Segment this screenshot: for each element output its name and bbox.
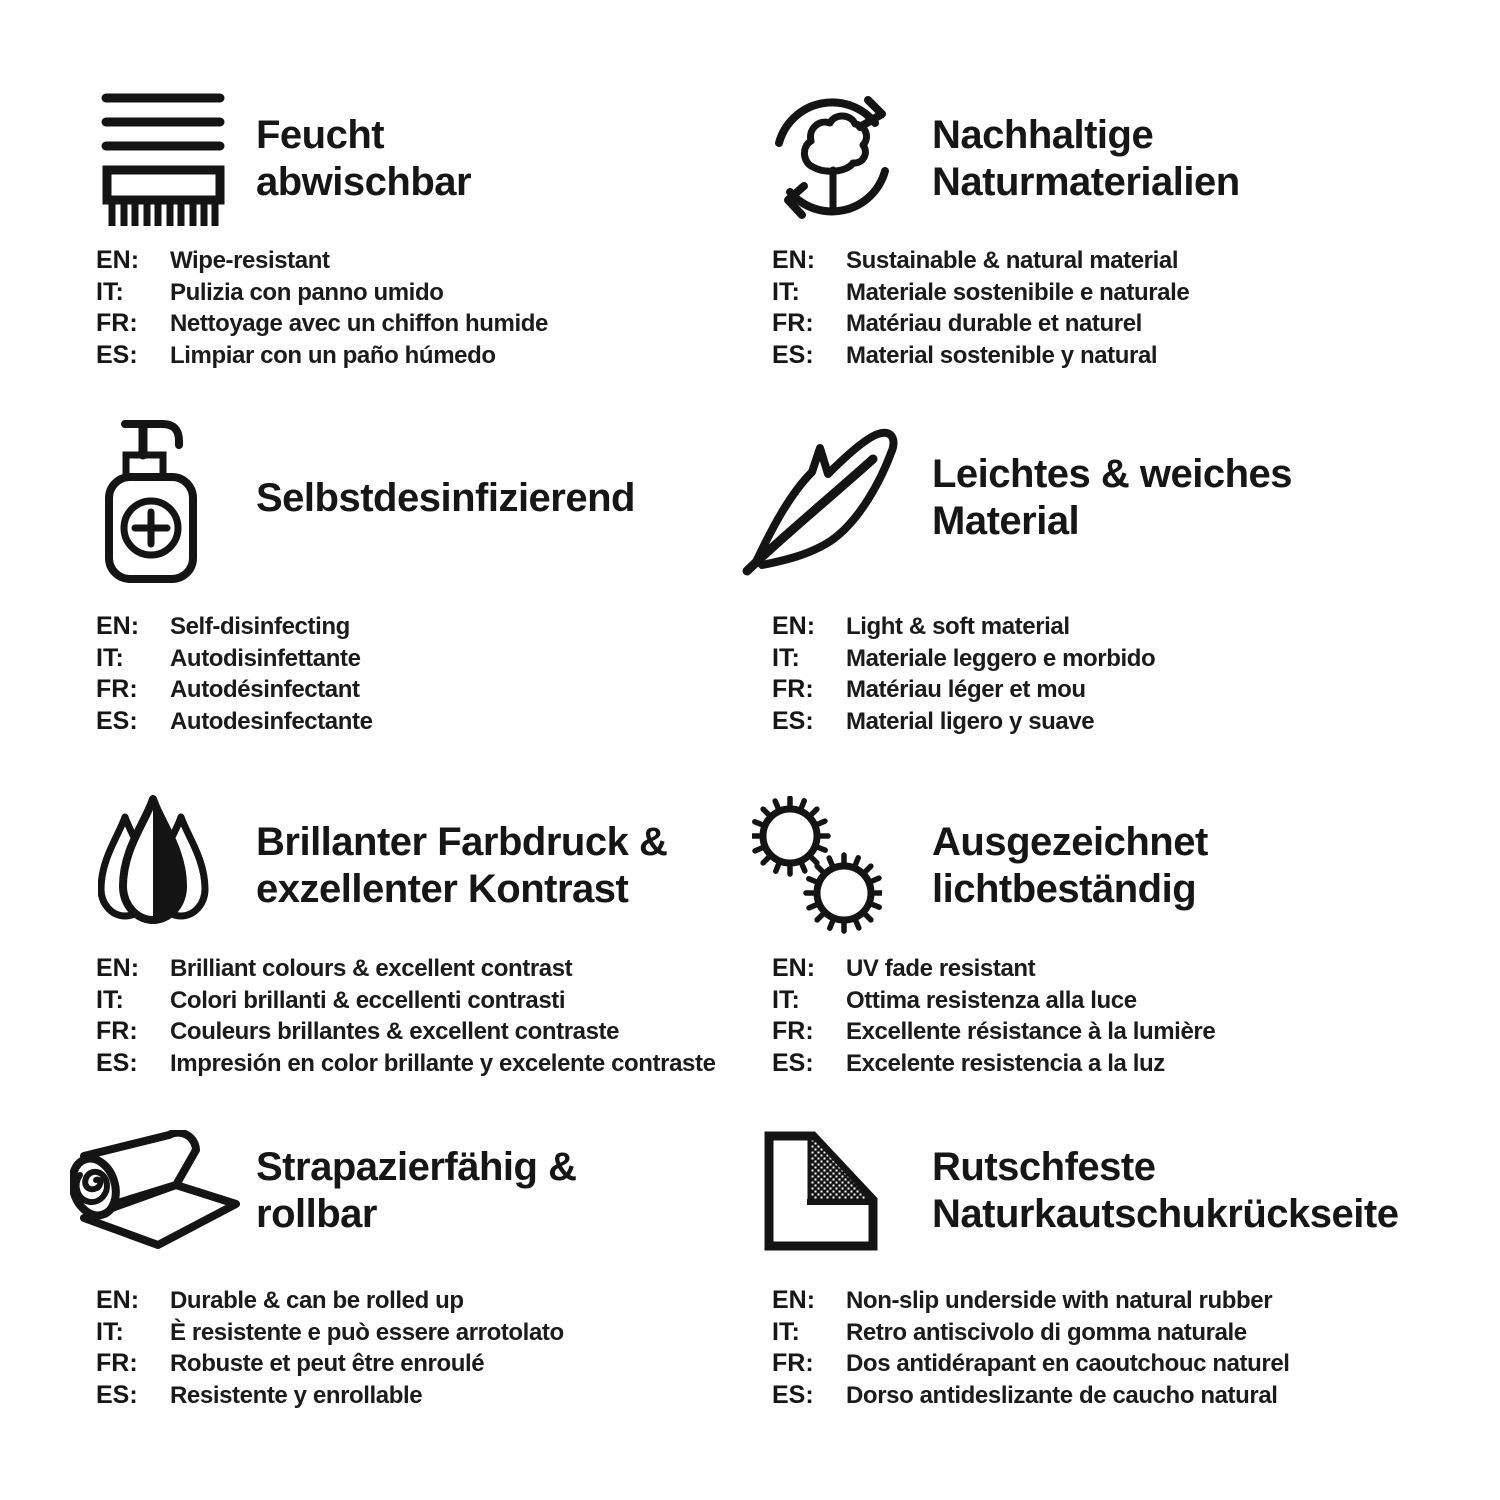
- translation-text: Nettoyage avec un chiffon humide: [170, 310, 548, 337]
- translation-text: Dorso antideslizante de caucho natural: [846, 1381, 1278, 1409]
- translation-row: [96, 246, 772, 278]
- translations: [772, 612, 1484, 738]
- feature-section-colours: [96, 788, 772, 1080]
- language-label: FR:: [96, 309, 138, 337]
- title-line: abwischbar: [256, 160, 472, 204]
- translation-text: Robuste et peut être enroulé: [170, 1350, 485, 1377]
- language-label: EN:: [96, 1286, 140, 1314]
- translation-row: [96, 986, 772, 1018]
- sanitizer-bottle-icon: [96, 413, 256, 583]
- language-label: FR:: [96, 1349, 138, 1377]
- translation-row: [96, 675, 772, 707]
- translations: [96, 1286, 772, 1412]
- title-line: Brillanter Farbdruck &: [256, 820, 668, 864]
- language-label: EN:: [96, 246, 140, 274]
- translation-text: Ottima resistenza alla luce: [846, 986, 1137, 1014]
- translation-text: Retro antiscivolo di gomma naturale: [846, 1318, 1247, 1346]
- translation-text: Excellente résistance à la lumière: [846, 1018, 1216, 1045]
- language-label: IT:: [772, 277, 800, 306]
- translation-row: [96, 341, 772, 373]
- translation-text: Autodesinfectante: [170, 707, 373, 735]
- translation-row: [772, 612, 1484, 644]
- title-line: Naturmaterialien: [932, 160, 1240, 204]
- translation-row: [96, 612, 772, 644]
- translation-row: [96, 1049, 772, 1081]
- feature-section-lightfast: [772, 788, 1484, 1080]
- translations: [772, 1286, 1484, 1412]
- translation-row: [96, 644, 772, 676]
- ink-drops-icon: [96, 791, 256, 941]
- language-label: IT:: [96, 1317, 124, 1346]
- translation-text: Autodisinfettante: [170, 644, 361, 672]
- translation-row: [96, 1381, 772, 1413]
- language-label: ES:: [96, 1380, 138, 1409]
- section-header: [772, 1128, 1484, 1254]
- title-line: lichtbeständig: [932, 867, 1197, 911]
- translation-text: Sustainable & natural material: [846, 247, 1179, 274]
- section-title: [932, 1144, 1398, 1238]
- title-line: Naturkautschukrückseite: [932, 1192, 1399, 1236]
- translation-text: Self-disinfecting: [170, 613, 350, 640]
- translation-text: Wipe-resistant: [170, 247, 330, 274]
- title-line: Selbstdesinfizierend: [256, 475, 635, 520]
- translation-row: [772, 341, 1484, 373]
- feature-section-disinfecting: [96, 410, 772, 738]
- translation-text: Material ligero y suave: [846, 707, 1095, 735]
- translation-row: [772, 1381, 1484, 1413]
- language-label: IT:: [772, 643, 800, 672]
- translations: [96, 246, 772, 372]
- section-title: [932, 451, 1292, 545]
- language-label: ES:: [96, 706, 138, 735]
- section-title: [256, 1144, 576, 1238]
- translation-row: [772, 278, 1484, 310]
- language-label: FR:: [772, 675, 814, 703]
- language-label: ES:: [772, 706, 814, 735]
- language-label: FR:: [96, 675, 138, 703]
- section-header: [96, 788, 772, 944]
- recycle-tree-icon: [772, 89, 932, 229]
- translation-row: [772, 1017, 1484, 1049]
- translation-text: Limpiar con un paño húmedo: [170, 341, 496, 369]
- feature-section-sustainable: [772, 88, 1484, 372]
- translation-row: [772, 246, 1484, 278]
- wipe-brush-icon: [96, 89, 256, 229]
- translation-row: [772, 1349, 1484, 1381]
- title-line: Leichtes & weiches: [932, 452, 1293, 496]
- translation-text: Colori brillanti & eccellenti contrasti: [170, 986, 566, 1014]
- section-header: [96, 410, 772, 586]
- translation-text: Couleurs brillantes & excellent contraste: [170, 1018, 620, 1045]
- translation-text: Materiale sostenibile e naturale: [846, 278, 1190, 306]
- section-title: [256, 475, 635, 522]
- language-label: EN:: [772, 1286, 816, 1314]
- title-line: Material: [932, 499, 1080, 543]
- translation-text: Durable & can be rolled up: [170, 1287, 464, 1314]
- title-line: rollbar: [256, 1192, 377, 1236]
- feature-section-light-soft: [772, 410, 1484, 738]
- section-header: [772, 88, 1484, 230]
- language-label: EN:: [96, 954, 140, 982]
- language-label: ES:: [772, 340, 814, 369]
- section-title: [932, 819, 1208, 913]
- section-header: [96, 88, 772, 230]
- translation-text: Impresión en color brillante y excelente contraste: [170, 1049, 716, 1077]
- translations: [96, 612, 772, 738]
- translations: [96, 954, 772, 1080]
- translation-row: [772, 309, 1484, 341]
- title-line: Nachhaltige: [932, 113, 1154, 157]
- title-line: Feucht: [256, 113, 385, 157]
- translation-row: [772, 1318, 1484, 1350]
- language-label: IT:: [772, 985, 800, 1014]
- feature-section-nonslip: [772, 1128, 1484, 1412]
- translation-row: [772, 644, 1484, 676]
- translation-row: [772, 707, 1484, 739]
- translation-text: UV fade resistant: [846, 955, 1036, 982]
- language-label: FR:: [772, 1017, 814, 1045]
- translation-text: Autodésinfectant: [170, 676, 360, 703]
- translation-text: Materiale leggero e morbido: [846, 644, 1156, 672]
- language-label: IT:: [772, 1317, 800, 1346]
- translation-text: È resistente e può essere arrotolato: [170, 1318, 564, 1346]
- translations: [772, 246, 1484, 372]
- language-label: FR:: [772, 309, 814, 337]
- title-line: Strapazierfähig &: [256, 1145, 577, 1189]
- translation-text: Matériau durable et naturel: [846, 310, 1142, 337]
- translation-row: [96, 309, 772, 341]
- translation-row: [772, 1286, 1484, 1318]
- translation-row: [96, 1017, 772, 1049]
- language-label: EN:: [96, 612, 140, 640]
- translation-text: Light & soft material: [846, 613, 1070, 640]
- language-label: EN:: [772, 954, 816, 982]
- language-label: IT:: [96, 643, 124, 672]
- language-label: ES:: [96, 340, 138, 369]
- translation-text: Excelente resistencia a la luz: [846, 1049, 1165, 1077]
- translation-row: [96, 278, 772, 310]
- language-label: ES:: [772, 1048, 814, 1077]
- section-title: [256, 819, 667, 913]
- feature-section-rollable: [96, 1128, 772, 1412]
- language-label: EN:: [772, 612, 816, 640]
- uv-gears-icon: [772, 796, 932, 936]
- title-line: Rutschfeste: [932, 1145, 1156, 1189]
- section-header: [772, 788, 1484, 944]
- section-header: [772, 410, 1484, 586]
- title-line: Ausgezeichnet: [932, 820, 1208, 864]
- translation-row: [772, 675, 1484, 707]
- translation-text: Matériau léger et mou: [846, 676, 1086, 703]
- translation-row: [772, 1049, 1484, 1081]
- translation-row: [96, 707, 772, 739]
- language-label: FR:: [772, 1349, 814, 1377]
- translation-row: [772, 954, 1484, 986]
- language-label: ES:: [96, 1048, 138, 1077]
- title-line: exzellenter Kontrast: [256, 867, 629, 911]
- translation-row: [96, 1349, 772, 1381]
- section-title: [932, 112, 1240, 206]
- folded-corner-icon: [772, 1130, 932, 1252]
- translation-row: [96, 1318, 772, 1350]
- translation-text: Non-slip underside with natural rubber: [846, 1287, 1273, 1314]
- feature-section-wipe: [96, 88, 772, 372]
- translation-text: Resistente y enrollable: [170, 1381, 423, 1409]
- language-label: ES:: [772, 1380, 814, 1409]
- feather-icon: [772, 418, 932, 578]
- translation-row: [772, 986, 1484, 1018]
- translation-text: Brilliant colours & excellent contrast: [170, 955, 573, 982]
- section-title: [256, 112, 471, 206]
- translation-row: [96, 954, 772, 986]
- translation-text: Pulizia con panno umido: [170, 278, 444, 306]
- language-label: EN:: [772, 246, 816, 274]
- translations: [772, 954, 1484, 1080]
- translation-text: Material sostenible y natural: [846, 341, 1158, 369]
- language-label: IT:: [96, 985, 124, 1014]
- rolled-mat-icon: [96, 1130, 256, 1252]
- translation-row: [96, 1286, 772, 1318]
- section-header: [96, 1128, 772, 1254]
- translation-text: Dos antidérapant en caoutchouc naturel: [846, 1350, 1290, 1377]
- language-label: IT:: [96, 277, 124, 306]
- language-label: FR:: [96, 1017, 138, 1045]
